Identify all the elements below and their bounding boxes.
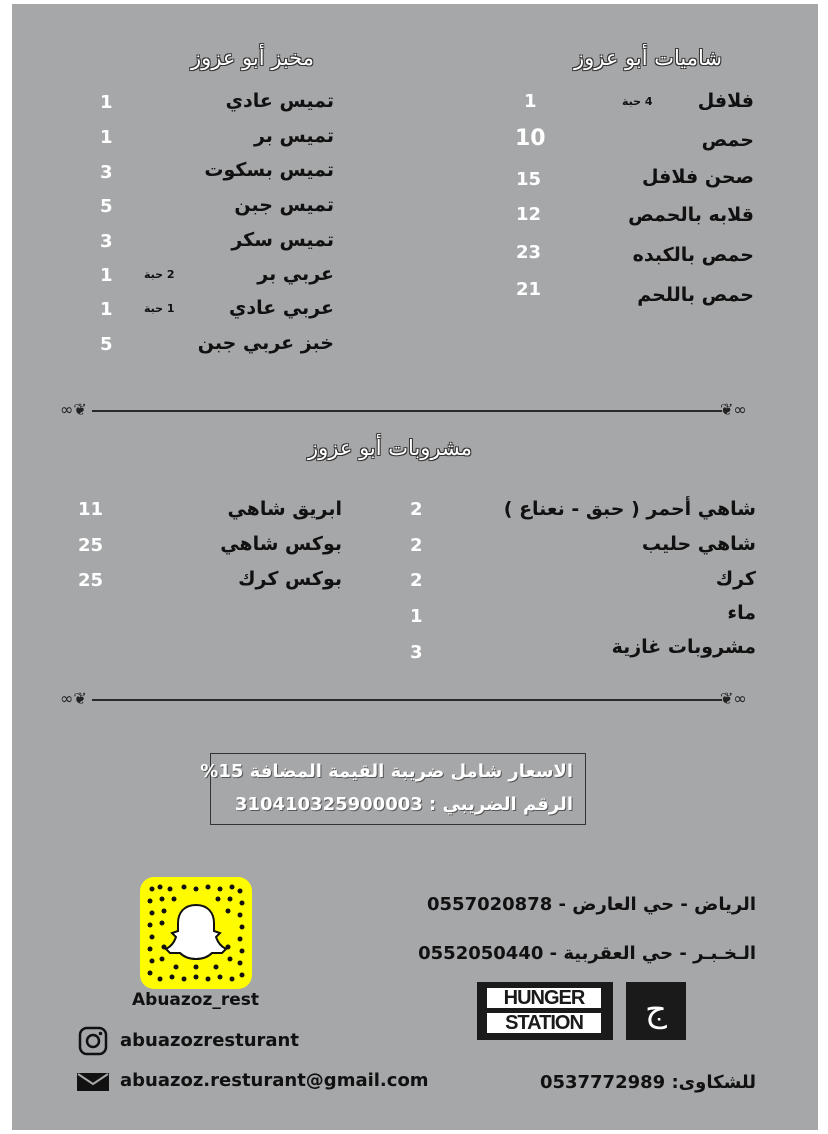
- divider: [92, 410, 722, 412]
- menu-item-tamees-cheese: تميس جبن: [234, 194, 334, 216]
- ornament-right-icon: ❦∞: [720, 400, 747, 419]
- hungerstation-logo-line2: STATION: [487, 1013, 601, 1033]
- drink-water: ماء: [727, 602, 756, 624]
- menu-item-price: 1: [100, 127, 113, 148]
- tax-included-text: الاسعار شامل ضريبة القيمة المضافة 15%: [200, 761, 573, 782]
- drink-milk-tea: شاهي حليب: [641, 533, 756, 555]
- snapcode[interactable]: [140, 877, 252, 989]
- instagram-handle[interactable]: abuazozresturant: [120, 1030, 299, 1051]
- drink-tea-box: بوكس شاهي: [220, 533, 342, 555]
- menu-item-tamees-wheat: تميس بر: [253, 125, 334, 147]
- menu-item-arabi-wheat: عربي بر: [257, 263, 334, 285]
- shamiyat-title: شاميات أبو عزوز: [573, 46, 722, 70]
- drink-price: 2: [410, 570, 423, 591]
- menu-item-falafel: فلافل: [697, 90, 754, 112]
- khobar-branch: الـخـبـر - حي العقربية - 0552050440: [418, 943, 756, 964]
- drink-soft-drinks: مشروبات غازية: [611, 636, 756, 658]
- drink-price: 2: [410, 499, 423, 520]
- drink-price: 25: [78, 570, 104, 591]
- menu-item-tamees-sugar: تميس سكر: [231, 229, 334, 251]
- drink-karak-box: بوكس كرك: [238, 568, 342, 590]
- menu-item-price: 3: [100, 231, 113, 252]
- envelope-icon: [76, 1071, 110, 1093]
- tax-number-text: الرقم الضريبي : 310410325900003: [234, 794, 573, 815]
- menu-item-arabi-regular: عربي عادي: [228, 297, 334, 319]
- riyadh-branch: الرياض - حي العارض - 0557020878: [427, 894, 756, 915]
- menu-item-falafel-plate: صحن فلافل: [641, 166, 754, 188]
- divider: [92, 699, 722, 701]
- menu-item-hummus-liver: حمص بالكبده: [632, 244, 754, 266]
- menu-item-price: 1: [524, 91, 537, 112]
- menu-page: [12, 4, 818, 1130]
- menu-item-price: 1: [100, 92, 113, 113]
- instagram-icon: [78, 1026, 108, 1056]
- email-address[interactable]: abuazoz.resturant@gmail.com: [120, 1070, 429, 1091]
- ornament-left-icon: ∞❦: [60, 689, 87, 708]
- menu-item-price: 12: [516, 204, 542, 225]
- menu-item-price: 15: [516, 169, 542, 190]
- menu-item-price: 10: [515, 126, 546, 151]
- hungerstation-logo-line1: HUNGER: [487, 988, 601, 1008]
- drink-price: 11: [78, 499, 104, 520]
- menu-item-price: 21: [516, 279, 542, 300]
- drinks-title: مشروبات أبو عزوز: [308, 436, 473, 460]
- drink-red-tea: شاهي أحمر ( حبق - نعناع ): [503, 498, 756, 520]
- menu-item-hummus-meat: حمص باللحم: [637, 284, 754, 306]
- menu-item-note: 2 حبة: [144, 268, 175, 281]
- jahez-logo[interactable]: [626, 982, 686, 1040]
- drink-price: 2: [410, 535, 423, 556]
- ornament-left-icon: ∞❦: [60, 400, 87, 419]
- drink-price: 1: [410, 606, 423, 627]
- drink-price: 25: [78, 535, 104, 556]
- bakery-title: مخبز أبو عزوز: [190, 46, 314, 70]
- menu-item-arabi-cheese: خبز عربي جبن: [197, 332, 334, 354]
- menu-item-hummus: حمص: [701, 129, 754, 151]
- menu-item-price: 1: [100, 265, 113, 286]
- drink-price: 3: [410, 642, 423, 663]
- menu-item-qallaba: قلابه بالحمص: [628, 204, 754, 226]
- menu-item-price: 5: [100, 334, 113, 355]
- jahez-logo-glyph: ج: [645, 990, 667, 1030]
- menu-item-tamees-biscuit: تميس بسكوت: [204, 159, 334, 181]
- drink-tea-pot: ابريق شاهي: [227, 498, 342, 520]
- drink-karak: كرك: [715, 568, 756, 590]
- tax-info-box: [200, 753, 586, 825]
- snapchat-handle[interactable]: Abuazoz_rest: [132, 990, 260, 1010]
- complaints-phone: للشكاوى: 0537772989: [539, 1072, 756, 1093]
- menu-item-tamees-regular: تميس عادي: [225, 90, 334, 112]
- menu-item-price: 23: [516, 242, 542, 263]
- hungerstation-logo[interactable]: [477, 982, 613, 1040]
- menu-item-price: 5: [100, 196, 113, 217]
- menu-item-price: 1: [100, 299, 113, 320]
- ornament-right-icon: ❦∞: [720, 689, 747, 708]
- snapchat-ghost-icon: [140, 877, 252, 989]
- menu-item-note: 1 حبة: [144, 302, 175, 315]
- menu-item-price: 3: [100, 162, 113, 183]
- menu-item-note: 4 حبة: [622, 95, 653, 108]
